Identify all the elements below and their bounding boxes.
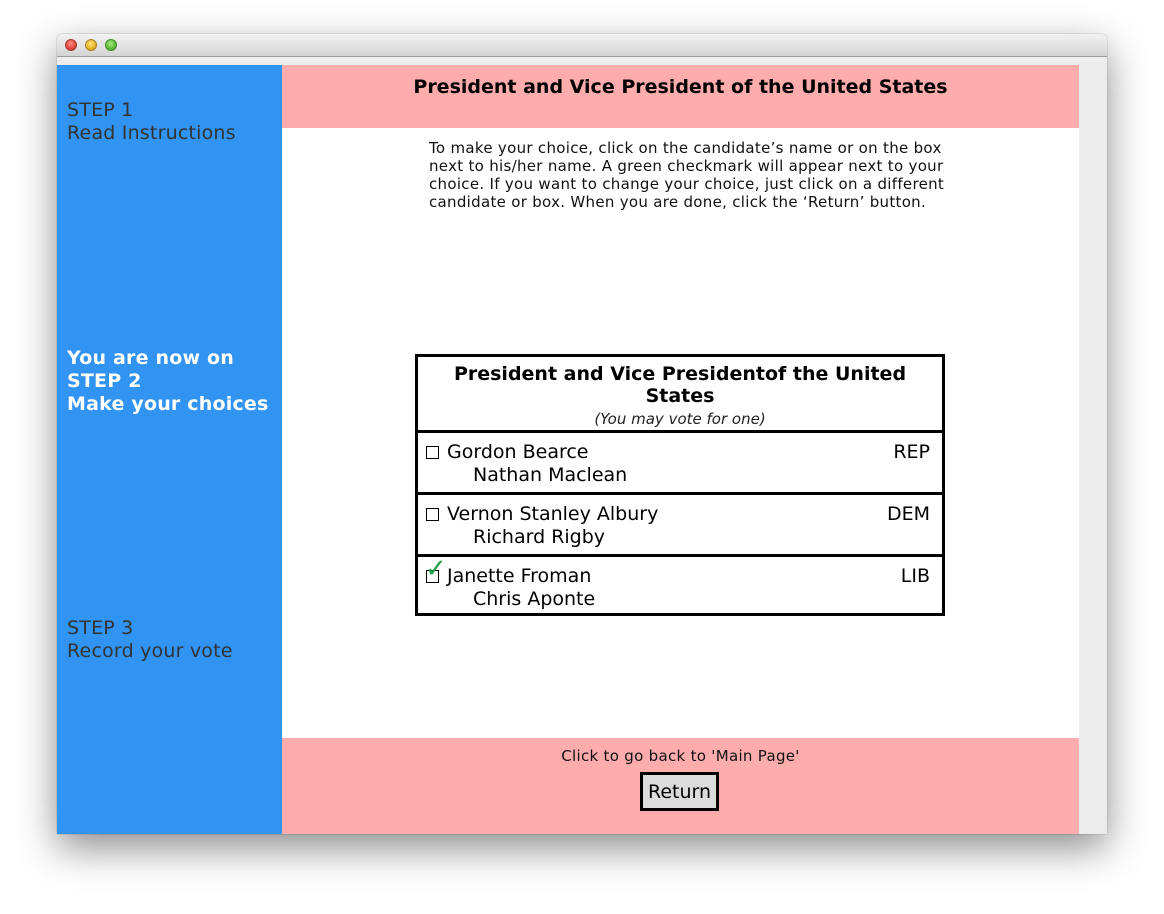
main-panel	[282, 65, 1079, 834]
instructions-text: To make your choice, click on the candidate’s name or on the box next to his/her name. A green checkmark will appear next to your choice. If you want to change your choice, just click on a different candidate or box. When you are done, click the ‘Return’ button.	[429, 139, 945, 211]
step-1-label: Read Instructions	[67, 122, 236, 144]
candidate-row-gordon-bearce[interactable]	[418, 433, 942, 495]
step-2-label: Make your choices	[67, 393, 269, 415]
step-3-number: STEP 3	[67, 617, 134, 639]
page-header	[282, 65, 1079, 128]
president-name[interactable]: Vernon Stanley Albury	[447, 503, 659, 525]
president-name[interactable]: Gordon Bearce	[447, 441, 589, 463]
step-2-number: STEP 2	[67, 370, 142, 392]
vote-instruction: (You may vote for one)	[594, 410, 766, 428]
page-title: President and Vice President of the United States	[413, 76, 948, 98]
steps-sidebar	[57, 65, 282, 834]
step-3-label: Record your vote	[67, 640, 233, 662]
candidate-row-vernon-stanley-albury[interactable]	[418, 495, 942, 557]
app-window	[57, 34, 1107, 834]
page-footer	[282, 738, 1079, 834]
ballot-contest	[415, 354, 945, 616]
step-2-current	[67, 347, 269, 416]
zoom-window-icon[interactable]	[105, 39, 117, 51]
president-name[interactable]: Janette Froman	[447, 565, 592, 587]
return-instruction: Click to go back to 'Main Page'	[561, 747, 800, 765]
party-label: DEM	[886, 503, 930, 525]
vice-president-name[interactable]: Chris Aponte	[473, 588, 596, 610]
close-window-icon[interactable]	[65, 39, 77, 51]
step-1	[67, 99, 236, 145]
candidate-checkbox[interactable]	[426, 446, 439, 459]
vice-president-name[interactable]: Nathan Maclean	[473, 464, 628, 486]
title-bar	[57, 34, 1107, 57]
green-checkmark-icon: ✓	[425, 554, 447, 584]
minimize-window-icon[interactable]	[85, 39, 97, 51]
contest-title: President and Vice Presidentof the United States	[453, 363, 907, 407]
return-button[interactable]: Return	[640, 772, 719, 811]
ballot-header	[418, 357, 942, 433]
party-label: LIB	[900, 565, 930, 587]
candidate-checkbox[interactable]	[426, 508, 439, 521]
step-3	[67, 617, 233, 663]
step-1-number: STEP 1	[67, 99, 134, 121]
scrollbar-track[interactable]	[1079, 65, 1107, 834]
candidate-row-janette-froman[interactable]	[418, 554, 942, 616]
step-2-prefix: You are now on	[67, 347, 235, 369]
vice-president-name[interactable]: Richard Rigby	[473, 526, 606, 548]
party-label: REP	[893, 441, 930, 463]
